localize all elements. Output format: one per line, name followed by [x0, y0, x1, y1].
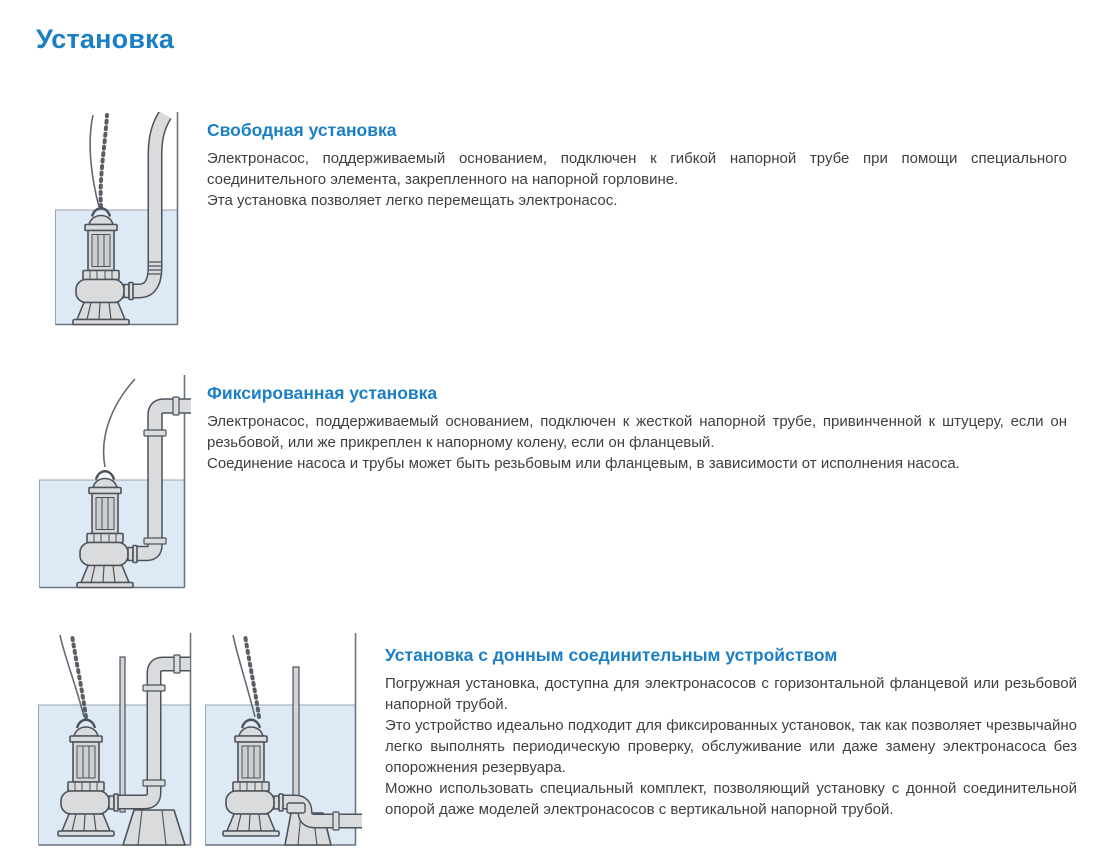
section-bottom-coupling-installation: [385, 645, 1097, 820]
pipe-flange-icon: [143, 685, 165, 691]
pipe-flange-icon: [333, 812, 339, 830]
section-paragraph: Это устройство идеально подходит для фиксированных установок, так как позволяет чрезвычайно легко выполнять периодическую проверку, обслуживание или даже замену электронасоса без опорожнения резервуара.: [385, 717, 1077, 776]
power-cable-icon: [104, 379, 135, 467]
section-paragraph: Электронасос, поддерживаемый основанием, подключен к жесткой напорной трубе, привинченной к штуцеру, если он резьбовой, или же прикреплен к напорному колену, если он фланцевый.: [207, 413, 1067, 451]
section-fixed-installation: [207, 383, 1067, 474]
pipe-flange-icon: [173, 397, 179, 415]
section-paragraph: Можно использовать специальный комплект, позволяющий установку с донной соединительной опорой даже моделей электронасосов с вертикальной напорной трубой.: [385, 780, 1077, 818]
pipe-flange-icon: [143, 780, 165, 786]
section-paragraph: Эта установка позволяет легко перемещать электронасос.: [207, 192, 618, 209]
pipe-flange-icon: [174, 655, 180, 673]
page-title: Установка: [36, 24, 175, 54]
pipe-flange-icon: [144, 538, 166, 544]
free-installation-figure: [55, 112, 183, 330]
power-cable-icon: [90, 115, 99, 207]
section-heading: Фиксированная установка: [207, 383, 438, 403]
section-heading: Свободная установка: [207, 120, 397, 140]
bottom-coupling-stand-icon: [123, 810, 185, 845]
section-paragraph: Соединение насоса и трубы может быть резьбовым или фланцевым, в зависимости от исполнения насоса.: [207, 455, 960, 472]
section-free-installation: [207, 120, 1067, 211]
section-heading: Установка с донным соединительным устройством: [385, 645, 838, 665]
pipe-flange-icon: [144, 430, 166, 436]
bottom-coupling-horizontal-figure: [205, 633, 362, 851]
guide-rail-icon: [293, 667, 299, 807]
section-paragraph: Электронасос, поддерживаемый основанием, подключен к гибкой напорной трубе при помощи специального соединительного элемента, закрепленного на напорной горловине.: [207, 150, 1067, 188]
guide-rail-icon: [120, 657, 125, 812]
guide-bracket-icon: [287, 803, 305, 813]
bottom-coupling-vertical-figure: [38, 633, 196, 851]
chain-icon: [101, 115, 107, 207]
fixed-installation-figure: [39, 375, 191, 593]
section-paragraph: Погружная установка, доступна для электронасосов с горизонтальной фланцевой или резьбовой напорной трубой.: [385, 675, 1077, 713]
